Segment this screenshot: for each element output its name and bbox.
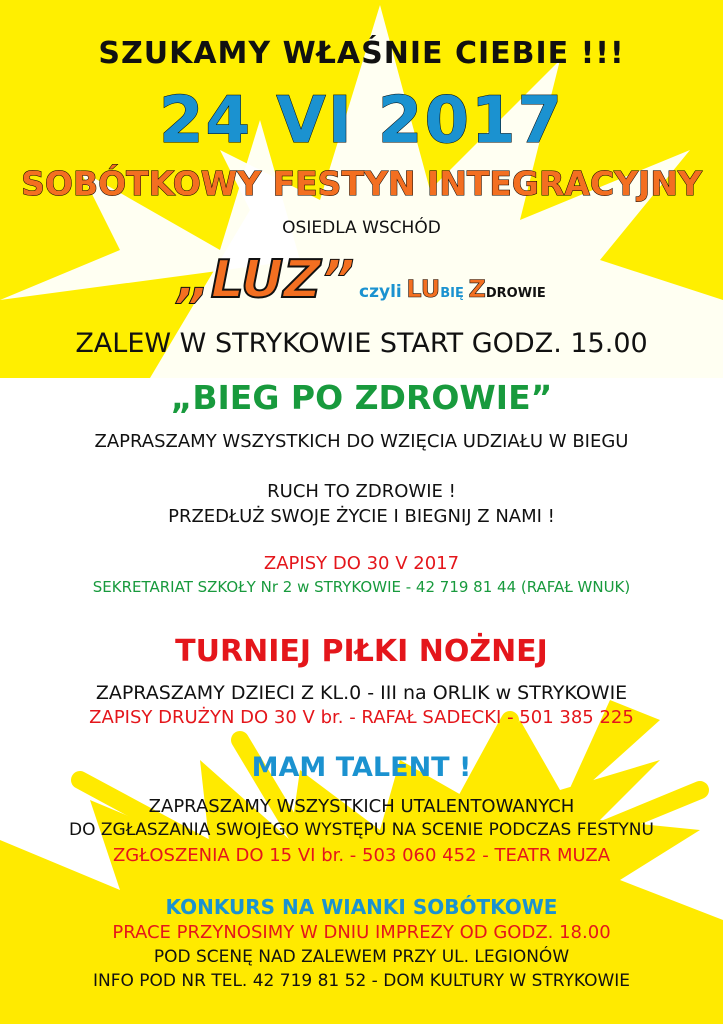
logo-bie: BIĘ [440,286,464,301]
run-slogan-1: RUCH TO ZDROWIE ! [267,481,456,502]
talent-line-1: ZAPRASZAMY WSZYSTKICH UTALENTOWANYCH [148,796,575,817]
logo-lu: LU [406,275,441,303]
wreath-title: KONKURS NA WIANKI SOBÓTKOWE [165,895,558,919]
festival-title: SOBÓTKOWY FESTYN INTEGRACYJNY [21,164,702,203]
run-title: „BIEG PO ZDROWIE” [170,378,553,417]
logo-z: Z [468,275,486,303]
talent-signup: ZGŁOSZENIA DO 15 VI br. - 503 060 452 - TEATR MUZA [112,845,611,866]
logo-open-quote: „ [177,250,211,310]
talent-line-2: DO ZGŁASZANIA SWOJEGO WYSTĘPU NA SCENIE PODCZAS FESTYNU [69,820,654,840]
logo-drowie: DROWIE [485,286,546,301]
run-signup: ZAPISY DO 30 V 2017 [263,553,460,574]
run-slogan-2: PRZEDŁUŻ SWOJE ŻYCIE I BIEGNIJ Z NAMI ! [168,506,555,527]
wreath-line-2: POD SCENĘ NAD ZALEWEM PRZY UL. LEGIONÓW [153,947,570,967]
tagline: SZUKAMY WŁAŚNIE CIEBIE !!! [98,36,625,71]
run-contact: SEKRETARIAT SZKOŁY Nr 2 w STRYKOWIE - 42 719 81 44 (RAFAŁ WNUK) [92,578,631,596]
talent-title: MAM TALENT ! [251,752,472,783]
football-title: TURNIEJ PIŁKI NOŻNEJ [175,634,548,669]
estate-name: OSIEDLA WSCHÓD [282,218,441,238]
logo-luz: LUZ [210,250,321,310]
run-invite: ZAPRASZAMY WSZYSTKICH DO WZIĘCIA UDZIAŁU W BIEGU [94,431,629,452]
football-invite: ZAPRASZAMY DZIECI Z KL.0 - III na ORLIK w STRYKOWIE [95,682,628,704]
wreath-line-3: INFO POD NR TEL. 42 719 81 52 - DOM KULTURY W STRYKOWIE [92,971,631,991]
logo-czyli: czyli [359,282,402,302]
logo-close-quote: ” [320,250,355,310]
football-signup: ZAPISY DRUŻYN DO 30 V br. - RAFAŁ SADECKI - 501 385 225 [89,707,634,728]
luz-logo [0,250,723,310]
event-date: 24 VI 2017 [158,84,565,158]
wreath-line-1: PRACE PRZYNOSIMY W DNIU IMPREZY OD GODZ. 18.00 [112,922,611,943]
venue-line: ZALEW W STRYKOWIE START GODZ. 15.00 [75,328,648,359]
